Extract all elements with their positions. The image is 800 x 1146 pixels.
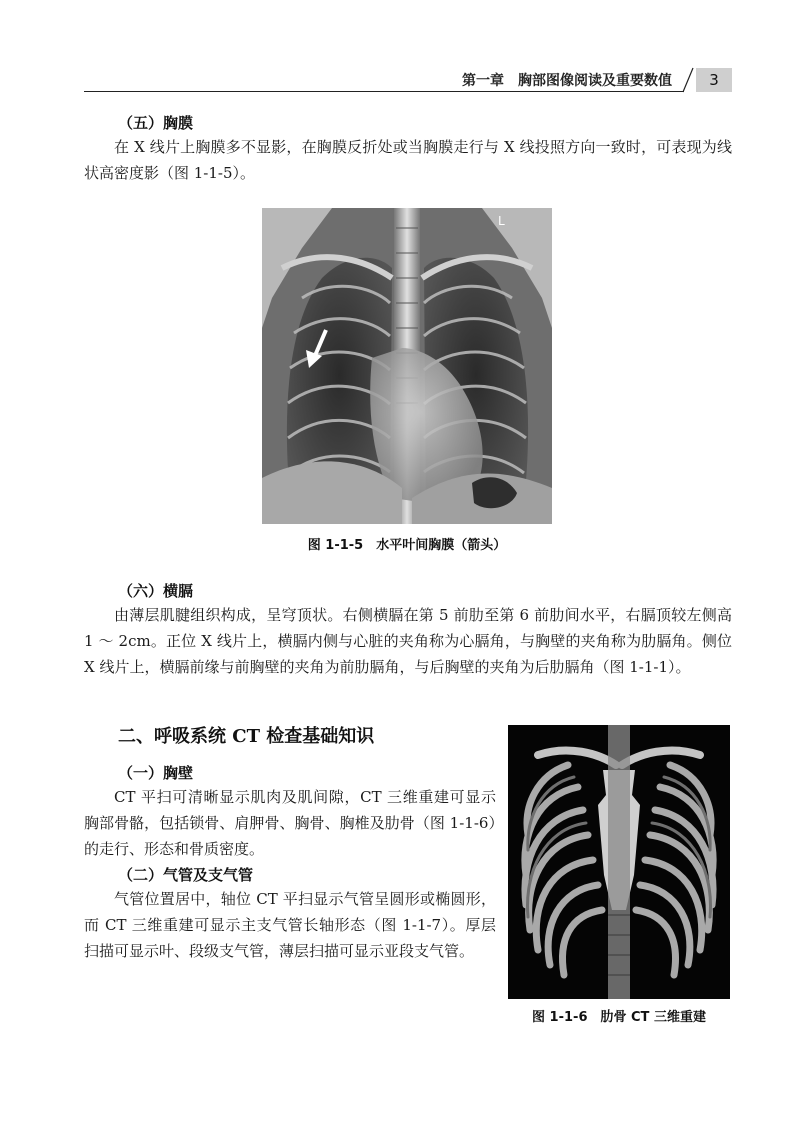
paragraph-chest-wall: CT 平扫可清晰显示肌肉及肌间隙，CT 三维重建可显示胸部骨骼，包括锁骨、肩胛骨、胸骨、胸椎及肋骨（图 1-1-6）的走行、形态和骨质密度。 [84,788,496,858]
section-heading-chest-wall: （一）胸壁 [118,764,194,782]
figure-caption-1-1-6: 图 1-1-6 肋骨 CT 三维重建 [532,1010,706,1025]
header-slash-decoration [681,66,695,94]
image-side-marker: L [498,214,505,228]
chest-xray-drawing [262,208,552,524]
figure-caption-1-1-5: 图 1-1-5 水平叶间胸膜（箭头） [307,538,507,553]
paragraph-trachea: 气管位置居中，轴位 CT 平扫显示气管呈圆形或椭圆形，而 CT 三维重建可显示主支气管长轴形态（图 1-1-7）。厚层扫描可显示叶、段级支气管，薄层扫描可显示亚段支气管。 [84,890,496,960]
section-heading-diaphragm: （六）横膈 [118,582,194,600]
ct-rib-reconstruction-image [508,725,730,999]
chest-xray-image [262,208,552,524]
paragraph-pleura: 在 X 线片上胸膜多不显影，在胸膜反折处或当胸膜走行与 X 线投照方向一致时，可表现为线状高密度影（图 1-1-5）。 [84,138,732,182]
chapter-title: 第一章 胸部图像阅读及重要数值 [462,73,672,89]
ct-rib-drawing [508,725,730,999]
paragraph-diaphragm: 由薄层肌腱组织构成，呈穹顶状。右侧横膈在第 5 前肋至第 6 前肋间水平，右膈顶较左侧高 1 ～ 2cm。正位 X 线片上，横膈内侧与心脏的夹角称为心膈角，与胸壁的夹角称为肋膈角。侧位 X 线片上，横膈前缘与前胸壁的夹角为前肋膈角，与后胸壁的夹角为后肋膈角（图 1-1-1）。 [84,606,732,676]
header-rule [84,91,684,92]
running-header [84,68,732,92]
page-number: 3 [696,68,732,92]
section-heading-ct: 二、呼吸系统 CT 检查基础知识 [118,726,375,747]
section-heading-pleura: （五）胸膜 [118,114,194,132]
section-heading-trachea: （二）气管及支气管 [118,866,254,884]
